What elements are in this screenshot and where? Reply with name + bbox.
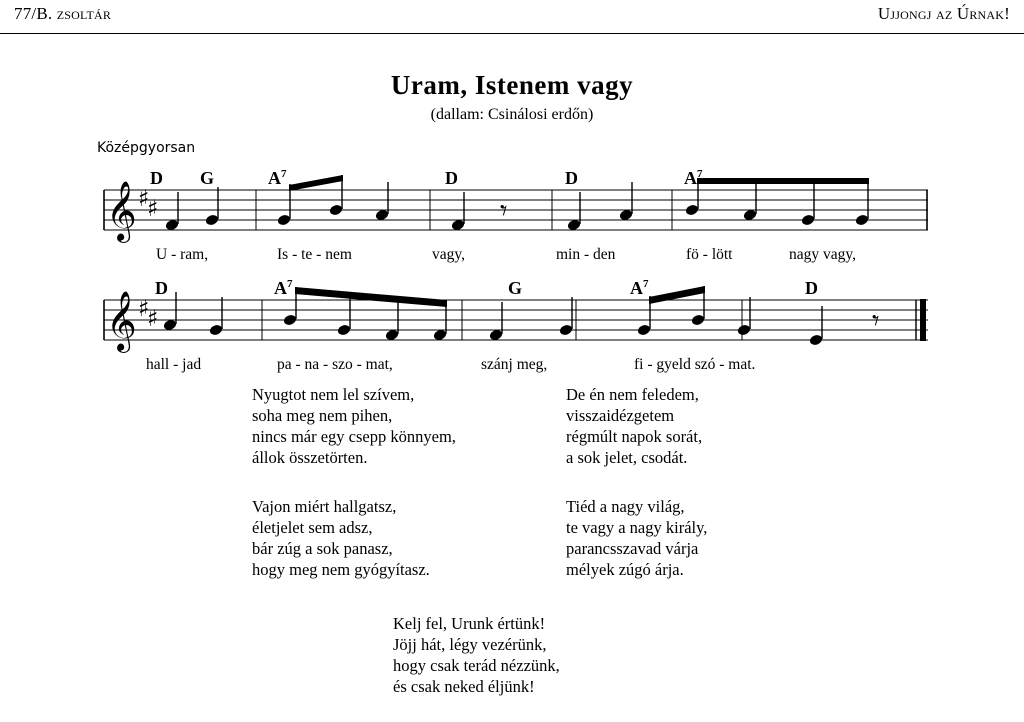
verse-line: soha meg nem pihen, — [252, 406, 393, 425]
verse-line: Kelj fel, Urunk értünk! — [393, 614, 546, 633]
page-subtitle: (dallam: Csinálosi erdőn) — [430, 106, 594, 123]
chord-symbol: $A^7$ — [268, 168, 287, 188]
note-head — [567, 192, 582, 231]
chord-symbol: G — [508, 278, 523, 298]
note-head — [737, 297, 752, 336]
lyric-syllable: pa - na - szo - mat, — [277, 356, 393, 373]
chord-symbol: D — [565, 168, 578, 188]
verse-line: visszaidézgetem — [566, 406, 675, 425]
verse-line: hogy meg nem gyógyítasz. — [252, 560, 430, 579]
note-head — [855, 178, 870, 226]
note-head — [209, 297, 224, 336]
lyric-syllable: Is - te - nem — [277, 246, 352, 263]
verse-line: Nyugtot nem lel szívem, — [252, 385, 415, 404]
verse-line: hogy csak terád nézzünk, — [393, 656, 560, 675]
page-title: Uram, Istenem vagy — [390, 70, 634, 100]
chord-symbol: $A^7$ — [684, 168, 703, 188]
verse-line: régmúlt napok sorát, — [566, 427, 703, 446]
verse-column-4 — [566, 496, 707, 580]
lyric-syllable: fi - gyeld szó - mat. — [634, 356, 756, 373]
lyric-syllable: nagy vagy, — [789, 246, 857, 263]
verse-line: életjelet sem adsz, — [252, 518, 373, 537]
music-system-1 — [0, 162, 1024, 282]
note-head — [489, 302, 504, 341]
verse-line: Tiéd a nagy világ, — [566, 497, 685, 516]
chord-symbol: D — [445, 168, 458, 188]
header-left-text: 77/B. zsoltár — [14, 4, 112, 23]
note-head — [451, 192, 466, 231]
lyric-syllable: fö - lött — [686, 246, 733, 263]
chord-symbol: D — [805, 278, 818, 298]
chord-symbol: $A^7$ — [274, 278, 293, 298]
note-head — [375, 182, 390, 221]
header-right-text: Ujjongj az Úrnak! — [877, 4, 1010, 23]
verse-line: és csak neked éljünk! — [393, 677, 535, 696]
verse-line: mélyek zúgó árja. — [566, 560, 684, 579]
note-head — [809, 306, 824, 346]
sharp-icon: ♯ — [147, 196, 159, 222]
page-header — [0, 0, 1024, 34]
note-head — [165, 192, 180, 231]
lyric-syllable: U - ram, — [156, 246, 209, 263]
music-system-2 — [0, 272, 1024, 392]
verse-column-3 — [252, 496, 430, 580]
lyric-syllable: vagy, — [432, 246, 465, 263]
note-head — [801, 178, 816, 226]
sharp-icon: ♯ — [138, 186, 150, 212]
lyric-syllable: szánj meg, — [481, 356, 548, 373]
verse-line: állok összetörten. — [252, 448, 368, 467]
chord-symbol: G — [200, 168, 215, 188]
verse-line: bár zúg a sok panasz, — [252, 539, 393, 558]
treble-clef-icon: 𝄞 — [106, 181, 137, 241]
verse-line: Vajon miért hallgatsz, — [252, 497, 397, 516]
note-head — [205, 187, 220, 226]
quarter-rest-icon: 𝄾 — [872, 304, 880, 337]
sharp-icon: ♯ — [138, 296, 150, 322]
chord-symbol: $A^7$ — [630, 278, 649, 298]
tempo-marking: Középgyorsan — [97, 140, 196, 156]
verse-line: a sok jelet, csodát. — [566, 448, 688, 467]
lyric-syllable: min - den — [556, 246, 616, 263]
verse-column-1 — [252, 384, 456, 468]
chord-symbol: D — [155, 278, 168, 298]
verse-final-stanza — [393, 613, 560, 697]
verse-line: te vagy a nagy király, — [566, 518, 708, 537]
lyric-syllable: hall - jad — [146, 356, 202, 373]
note-head — [619, 182, 634, 221]
quarter-rest-icon: 𝄾 — [500, 194, 508, 227]
note-head — [337, 292, 352, 336]
note-head — [385, 296, 400, 341]
verse-column-2 — [566, 384, 702, 468]
verse-line: Jöjj hát, légy vezérünk, — [393, 635, 547, 654]
note-head — [559, 297, 574, 336]
sharp-icon: ♯ — [147, 306, 159, 332]
verse-line: parancsszavad várja — [566, 539, 699, 558]
chord-symbol: D — [150, 168, 163, 188]
verse-line: De én nem feledem, — [566, 385, 699, 404]
verse-line: nincs már egy csepp könnyem, — [252, 427, 456, 446]
treble-clef-icon: 𝄞 — [106, 291, 137, 351]
